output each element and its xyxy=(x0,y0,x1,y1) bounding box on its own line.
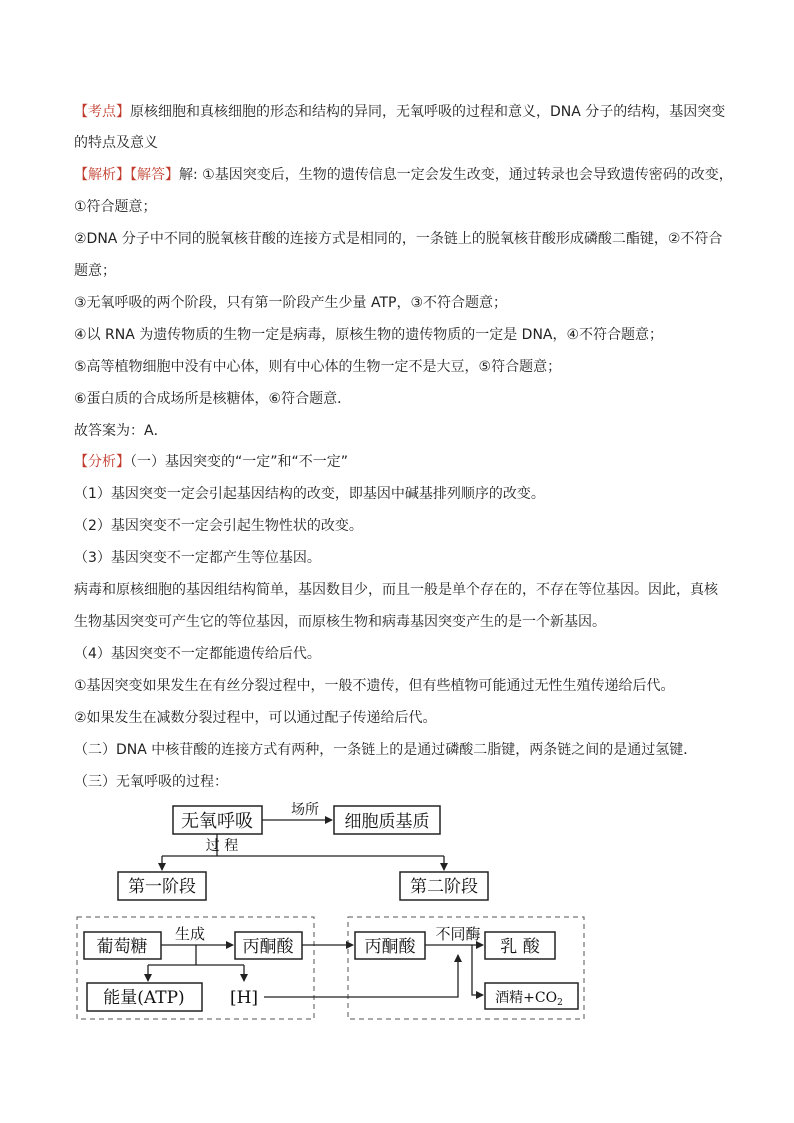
jiexi-line-3: ②DNA 分子中不同的脱氧核苷酸的连接方式是相同的，一条链上的脱氧核苷酸形成磷酸二酯键，②不符合 xyxy=(74,231,723,247)
alcohol-subscript: 2 xyxy=(557,998,563,1008)
jiexi-line-7: ⑤高等植物细胞中没有中心体，则有中心体的生物一定不是大豆，⑤符合题意； xyxy=(74,359,562,375)
fenxi-line-9: ②如果发生在减数分裂过程中，可以通过配子传递给后代。 xyxy=(74,710,437,726)
answer-line: 故答案为：A． xyxy=(74,423,168,439)
process-label: 过 程 xyxy=(205,838,239,854)
energy-text: 能量(ATP) xyxy=(103,988,185,1008)
fenxi-tag: 【分析】 xyxy=(74,454,130,470)
jiexi-line-2: ①符合题意； xyxy=(74,199,157,215)
stage2-text: 第二阶段 xyxy=(410,877,478,897)
pyruvate-2-text: 丙酮酸 xyxy=(364,937,416,957)
h-text: [H] xyxy=(229,988,259,1008)
fenxi-line-8: ①基因突变如果发生在有丝分裂过程中，一般不遗传，但有些植物可能通过无性生殖传递给后代。 xyxy=(74,678,675,694)
fenxi-line-6: 生物基因突变可产生它的等位基因，而原核生物和病毒基因突变产生的是一个新基因。 xyxy=(74,614,606,630)
arrow-h-transfer xyxy=(264,955,458,997)
pyruvate-1-text: 丙酮酸 xyxy=(242,937,294,957)
jiexi-line-6: ④以 RNA 为遗传物质的生物一定是病毒，原核生物的遗传物质的一定是 DNA，④不符合题意； xyxy=(74,327,664,343)
kaodian-tag: 【考点】 xyxy=(74,104,130,120)
jiexi-line-8: ⑥蛋白质的合成场所是核糖体，⑥符合题意． xyxy=(74,391,352,407)
fenxi-line-5: 病毒和原核细胞的基因组结构简单，基因数目少，而且一般是单个存在的，不存在等位基因。因此，真核 xyxy=(74,582,718,598)
fenxi-line-2: （1）基因突变一定会引起基因结构的改变，即基因中碱基排列顺序的改变。 xyxy=(74,486,545,502)
fenxi-line-7: （4）基因突变不一定都能遗传给后代。 xyxy=(74,646,321,662)
place-label: 场所 xyxy=(291,802,319,818)
fenxi-line-4: （3）基因突变不一定都产生等位基因。 xyxy=(74,550,321,566)
kaodian-line-2: 的特点及意义 xyxy=(74,135,158,151)
glucose-text: 葡萄糖 xyxy=(96,937,148,957)
jieda-tag: 【解答】 xyxy=(130,167,179,183)
fenxi-text-1: （一）基因突变的“一定”和“不一定” xyxy=(130,454,349,470)
enzyme-label: 不同酶 xyxy=(435,925,481,943)
kaodian-text-1: 原核细胞和真核细胞的形态和结构的异同，无氧呼吸的过程和意义，DNA 分子的结构，基因突变 xyxy=(130,104,726,120)
alcohol-text xyxy=(495,989,563,1008)
stage1-text: 第一阶段 xyxy=(128,877,196,897)
arrow-alcohol xyxy=(472,945,483,995)
alcohol-main: 酒精+CO xyxy=(495,990,558,1006)
jiexi-line-5: ③无氧呼吸的两个阶段，只有第一阶段产生少量 ATP，③不符合题意； xyxy=(74,295,508,311)
fenxi-line-3: （2）基因突变不一定会引起生物性状的改变。 xyxy=(74,518,363,534)
produce-label: 生成 xyxy=(174,925,206,943)
jiexi-line-4: 题意； xyxy=(74,263,116,279)
fenxi-line-11: （三）无氧呼吸的过程： xyxy=(74,774,228,790)
lactic-text: 乳 酸 xyxy=(500,937,540,957)
anaerobic-title: 无氧呼吸 xyxy=(181,811,253,832)
fenxi-line-10: （二）DNA 中核苷酸的连接方式有两种，一条链上的是通过磷酸二脂键，两条链之间的是通过氢键． xyxy=(74,742,698,758)
jiexi-text-1: 解: ①基因突变后，生物的遗传信息一定会发生改变，通过转录也会导致遗传密码的改变， xyxy=(179,167,733,183)
jiexi-tag: 【解析】 xyxy=(74,167,130,183)
place-text: 细胞质基质 xyxy=(344,812,430,832)
